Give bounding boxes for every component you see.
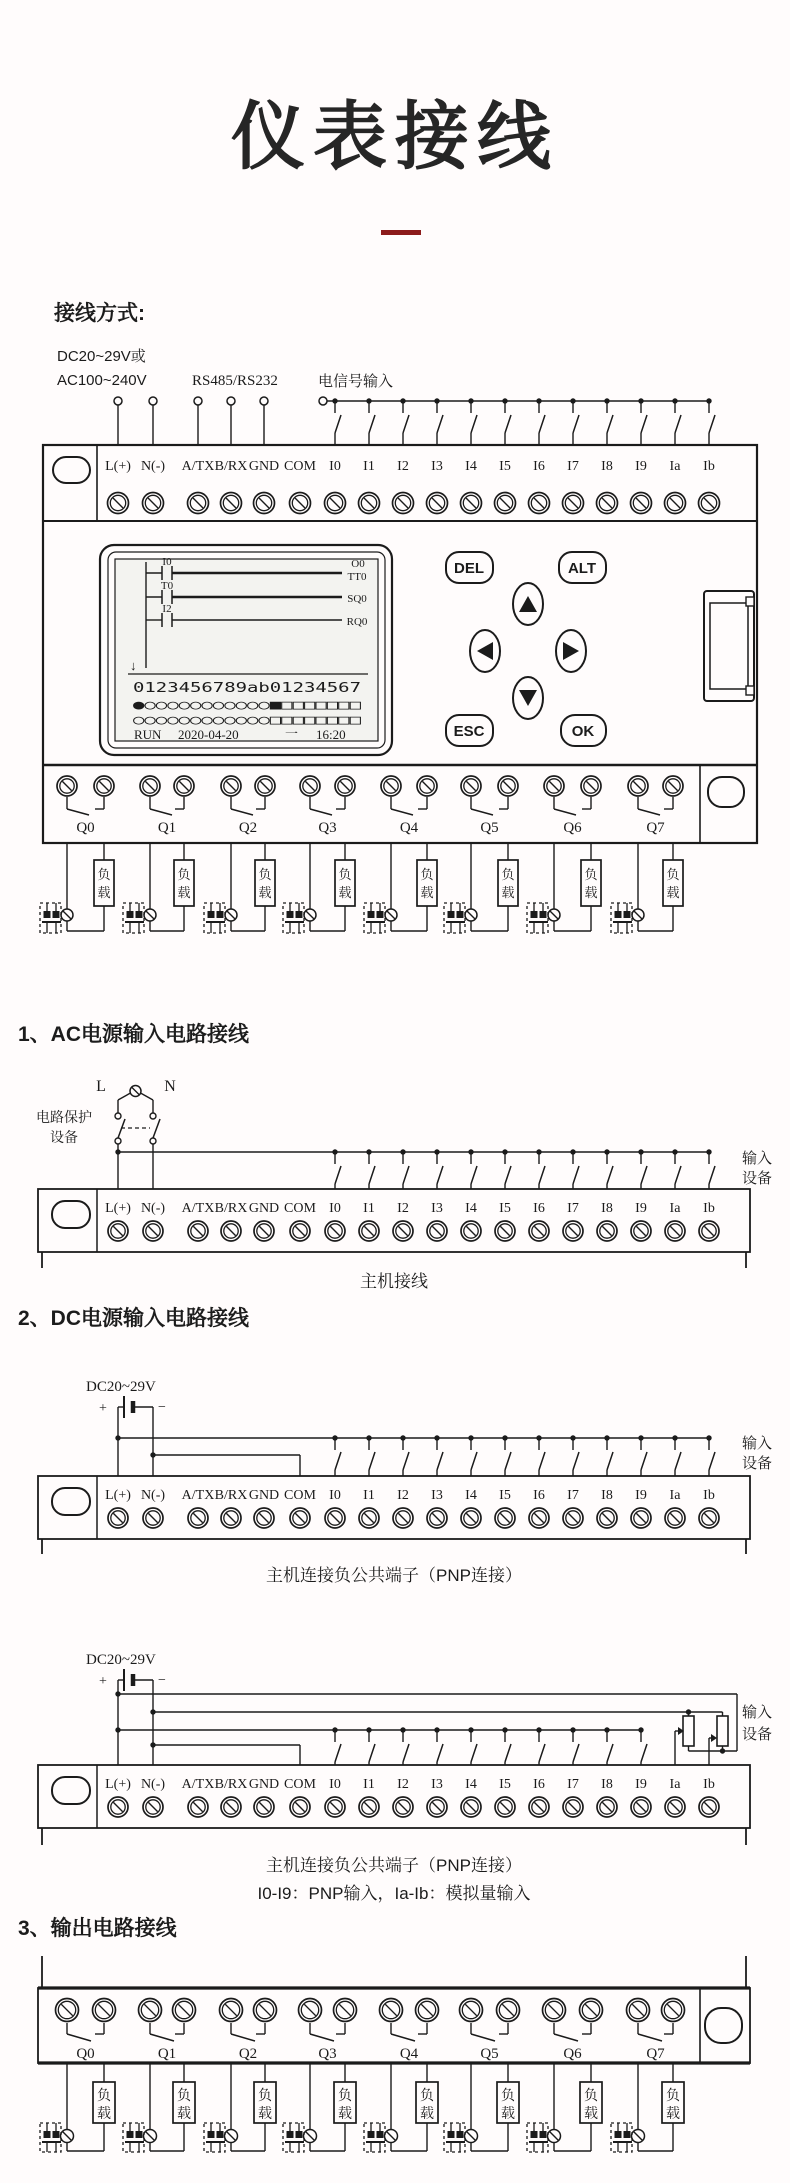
screw-terminal [563,493,584,514]
load-label: 负 [584,2087,598,2103]
terminal-label: I8 [601,459,613,474]
screw-terminal [427,1221,447,1241]
screw-terminal [359,1508,379,1528]
output-label: Q6 [563,820,582,836]
lcd-date: 2020-04-20 [178,727,239,742]
load-label: 载 [420,2105,434,2121]
terminal-label: A/TX [181,459,215,474]
mounting-hole-icon [52,1488,90,1515]
screw-terminal [461,1508,481,1528]
lcd-rung3-out: RQ0 [346,616,368,628]
screw-terminal [381,776,401,796]
terminal-label: I0 [329,459,341,474]
screw-terminal [597,1221,617,1241]
screw-terminal [335,776,355,796]
plus-label: + [99,1401,107,1416]
load-label: 负 [420,2087,434,2103]
screw-terminal [93,1999,116,2022]
screw-terminal [140,776,160,796]
plus-label: + [99,1674,107,1689]
terminal-label: I5 [499,459,511,474]
screw-terminal [290,1508,310,1528]
load-label: 载 [338,2105,352,2121]
terminal-label: GND [248,1488,280,1503]
terminal-label: B/RX [214,1488,248,1503]
terminal-label: A/TX [181,1201,215,1216]
input-device-label-1: 输入 [741,1150,773,1167]
load-label: 载 [584,2105,598,2121]
mounting-hole-icon [705,2008,742,2043]
load-label: 负 [666,867,680,882]
mounting-hole-icon [708,777,744,807]
screw-terminal [580,1999,603,2022]
lcd-rung1-contact: I0 [162,556,172,568]
terminal-label: B/RX [214,1201,248,1216]
lcd-day: 一 [285,726,299,741]
terminal-label: I9 [635,1201,647,1216]
screw-terminal [393,493,414,514]
screw-terminal [325,1221,345,1241]
terminal-label: I4 [465,1777,477,1792]
screw-terminal [300,776,320,796]
terminal-label: L(+) [105,1777,131,1792]
output-label: Q0 [76,820,95,836]
screw-terminal [393,1508,413,1528]
wiper-arrow-icon [711,1734,717,1742]
page-title: 仪表接线 [231,95,559,178]
screw-terminal [461,493,482,514]
terminal-label: I0 [329,1201,341,1216]
input-device-label-2: 设备 [741,1170,773,1187]
terminal-label: GND [248,1201,280,1216]
screw-terminal [597,1508,617,1528]
keypad [446,552,606,746]
terminal-label: Ia [669,1201,681,1216]
mounting-hole-icon [52,1201,90,1228]
load-label: 负 [177,2087,191,2103]
screw-terminal [359,1797,379,1817]
screw-terminal [665,1508,685,1528]
circuit-protect-label-2: 设备 [50,1129,78,1145]
load-label: 载 [501,2105,515,2121]
screw-terminal [529,1508,549,1528]
potentiometer-icon [717,1716,728,1746]
terminal-label: I9 [635,1777,647,1792]
output-label: Q4 [399,820,419,836]
terminal-label: I3 [431,1488,443,1503]
wiring-method-label: 接线方式: [54,302,145,325]
terminal-label: COM [284,1201,316,1216]
screw-terminal [325,493,346,514]
terminal-label: I5 [499,1201,511,1216]
output-label: Q1 [157,2046,177,2062]
screw-terminal [108,493,129,514]
terminal-label: Ia [669,1488,681,1503]
input-device-label-2: 设备 [741,1726,773,1743]
screw-terminal [290,493,311,514]
screw-terminal [699,1797,719,1817]
screw-terminal [57,776,77,796]
terminal-label: I1 [363,1488,375,1503]
ok-button: OK [571,723,595,740]
screw-terminal [495,1797,515,1817]
load-label: 负 [177,867,191,882]
screw-terminal [334,1999,357,2022]
terminal-label: I5 [499,1488,511,1503]
screw-terminal [699,493,720,514]
terminal-label: I7 [567,1488,579,1503]
screw-terminal [188,493,209,514]
load-label: 载 [666,2105,680,2121]
screw-terminal [174,776,194,796]
load-label: 载 [258,885,272,900]
screw-terminal [254,1221,274,1241]
screw-terminal [143,1221,163,1241]
screw-terminal [221,1797,241,1817]
output-label: Q2 [238,820,258,836]
screw-terminal [597,493,618,514]
terminal-label: GND [248,1777,280,1792]
terminal-label: I8 [601,1201,613,1216]
terminal-label: I4 [465,459,477,474]
caption-host-wiring: 主机接线 [360,1272,428,1291]
terminal-label: I9 [635,1488,647,1503]
screw-terminal [495,1508,515,1528]
load-label: 负 [501,2087,515,2103]
terminal-label: I1 [363,459,375,474]
screw-terminal [188,1797,208,1817]
load-label: 负 [97,867,111,882]
terminal-label: I2 [397,1201,409,1216]
screw-terminal [544,776,564,796]
screw-terminal [108,1508,128,1528]
load-label: 负 [258,867,272,882]
arrow-left-button [470,630,500,672]
screw-terminal [143,1797,163,1817]
screw-terminal [143,493,164,514]
screw-terminal [427,1508,447,1528]
load-label: 载 [258,2105,272,2121]
lcd-run-status: RUN [134,727,162,742]
screw-terminal [143,1508,163,1528]
screw-terminal [221,493,242,514]
screw-terminal [139,1999,162,2022]
output-label: Q4 [399,2046,419,2062]
terminal-label: I6 [533,459,545,474]
load-label: 载 [584,885,598,900]
screw-terminal [461,1221,481,1241]
screw-terminal [393,1221,413,1241]
screw-terminal [461,776,481,796]
output-label: Q7 [646,2046,665,2062]
diagram-overview [43,348,757,843]
terminal-label: COM [284,1777,316,1792]
screw-terminal [254,1999,277,2022]
screw-terminal [220,1999,243,2022]
dc-supply-label: DC20~29V [86,1379,156,1395]
screw-terminal [665,1797,685,1817]
screw-terminal [255,776,275,796]
screw-terminal [699,1508,719,1528]
load-label: 载 [338,885,352,900]
input-device-label-2: 设备 [741,1455,773,1472]
terminal-label: I6 [533,1777,545,1792]
terminal-label: I3 [431,459,443,474]
screw-terminal [699,1221,719,1241]
output-label: Q7 [646,820,665,836]
load-label: 负 [97,2087,111,2103]
terminal-label: I3 [431,1201,443,1216]
screw-terminal [359,1221,379,1241]
minus-label: − [158,1673,166,1688]
terminal-label: I7 [567,459,579,474]
terminal-label: I4 [465,1488,477,1503]
load-label: 负 [420,867,434,882]
screw-terminal [393,1797,413,1817]
screw-terminal [627,1999,650,2022]
terminal-label: Ib [703,1777,715,1792]
arrow-up-button [513,583,543,625]
output-label: Q1 [157,820,177,836]
screw-terminal [529,493,550,514]
lcd-rung1-out: TT0 [347,571,367,583]
load-label: 载 [420,885,434,900]
breaker-symbol [115,1086,160,1190]
potentiometer-icon [683,1716,694,1746]
output-label: Q3 [318,2046,337,2062]
terminal-label: I6 [533,1201,545,1216]
load-label: 载 [177,2105,191,2121]
screw-terminal [359,493,380,514]
screw-terminal [380,1999,403,2022]
lcd-rung2-contact: T0 [160,580,174,592]
screw-terminal [417,776,437,796]
side-connector-icon [704,591,754,701]
screw-terminal [628,776,648,796]
terminal-label: N(-) [140,459,166,474]
screw-terminal [221,776,241,796]
screw-terminal [290,1221,310,1241]
diagram-ac-input [36,1078,772,1291]
screw-terminal [254,1508,274,1528]
load-label: 载 [97,885,111,900]
terminal-label: COM [284,1488,316,1503]
screw-terminal [221,1221,241,1241]
terminal-label: I7 [567,1777,579,1792]
terminal-label: A/TX [181,1488,215,1503]
screw-terminal [543,1999,566,2022]
terminal-label: N(-) [140,1488,166,1503]
input-device-label-1: 输入 [741,1704,773,1721]
caption-pnp-common: 主机连接负公共端子（PNP连接） [266,1856,522,1875]
load-label: 负 [666,2087,680,2103]
dc-supply-label: DC20~29V [86,1652,156,1668]
screw-terminal [597,1797,617,1817]
section-heading-output: 3、输出电路接线 [18,1917,177,1940]
terminal-label: I0 [329,1777,341,1792]
lcd-time: 16:20 [316,727,346,742]
alt-button: ALT [567,560,597,577]
phase-n-label: N [164,1078,176,1095]
diagram-dc-input [86,1379,772,1585]
load-label: 负 [501,867,515,882]
screw-terminal [325,1508,345,1528]
phase-l-label: L [96,1078,106,1095]
screw-terminal [631,1221,651,1241]
screw-terminal [529,1221,549,1241]
screw-terminal [108,1221,128,1241]
screw-terminal [427,1797,447,1817]
load-label: 载 [97,2105,111,2121]
output-label: Q2 [238,2046,258,2062]
terminal-label: I1 [363,1777,375,1792]
lcd-rung1-out-top: O0 [351,558,365,570]
terminal-label: Ib [703,459,715,474]
caption-pnp-note: I0-I9：PNP输入，Ia-Ib：模拟量输入 [257,1884,531,1903]
load-label: 负 [338,867,352,882]
lcd-io-digits: 0123456789ab01234567 [133,681,361,696]
terminal-label: N(-) [140,1201,166,1216]
lcd-indicator-row1: ●○○○○○○○○○○○■□□□□□□□ [133,698,362,713]
lcd-rung2-out: SQ0 [347,593,367,605]
screw-terminal [631,1797,651,1817]
screw-terminal [631,493,652,514]
screw-terminal [56,1999,79,2022]
power-dc-label: DC20~29V或 [57,348,146,365]
terminal-label: I8 [601,1488,613,1503]
screw-terminal [662,1999,685,2022]
del-button: DEL [454,560,484,577]
load-label: 负 [584,867,598,882]
minus-label: − [158,1400,166,1415]
terminal-label: I6 [533,1488,545,1503]
screw-terminal [563,1797,583,1817]
screw-terminal [108,1797,128,1817]
screw-terminal [563,1508,583,1528]
esc-button: ESC [453,723,485,740]
terminal-label: Ia [669,459,681,474]
output-label: Q5 [480,2046,499,2062]
terminal-label: L(+) [105,459,131,474]
terminal-label: I2 [397,1488,409,1503]
terminal-label: Ia [669,1777,681,1792]
terminal-label: B/RX [214,1777,248,1792]
terminal-label: I4 [465,1201,477,1216]
terminal-label: I5 [499,1777,511,1792]
screw-terminal [563,1221,583,1241]
terminal-label: I7 [567,1201,579,1216]
terminal-label: Ib [703,1201,715,1216]
terminal-label: I2 [397,459,409,474]
arrow-right-button [556,630,586,672]
mounting-hole-icon [52,1777,90,1804]
load-label: 载 [666,885,680,900]
power-ac-label: AC100~240V [57,372,147,389]
terminal-label: Ib [703,1488,715,1503]
screw-terminal [460,1999,483,2022]
screw-terminal [254,493,275,514]
terminal-label: COM [284,459,316,474]
lcd-screen [100,545,392,755]
terminal-label: L(+) [105,1201,131,1216]
arrow-down-button [513,677,543,719]
screw-terminal [665,493,686,514]
circuit-protect-label-1: 电路保护 [36,1109,92,1125]
lcd-indicator-row2: ○○○○○○○○○○○○□□□□□□□□ [133,713,362,728]
screw-terminal [461,1797,481,1817]
screw-terminal [299,1999,322,2022]
screw-terminal [188,1508,208,1528]
output-label: Q3 [318,820,337,836]
terminal-label: A/TX [181,1777,215,1792]
load-label: 负 [258,2087,272,2103]
signal-input-label: 电信号输入 [318,373,394,390]
screw-terminal [188,1221,208,1241]
terminal-label: I8 [601,1777,613,1792]
screw-terminal [495,493,516,514]
caption-pnp-common: 主机连接负公共端子（PNP连接） [266,1566,522,1585]
terminal-label: I1 [363,1201,375,1216]
screw-terminal [529,1797,549,1817]
terminal-label: B/RX [214,459,248,474]
screw-terminal [581,776,601,796]
section-heading-dc-input: 2、DC电源输入电路接线 [18,1307,250,1330]
load-label: 载 [177,885,191,900]
section-heading-ac-input: 1、AC电源输入电路接线 [18,1023,250,1046]
output-label: Q0 [76,2046,95,2062]
screw-terminal [427,493,448,514]
screw-terminal [416,1999,439,2022]
terminal-label: GND [248,459,280,474]
terminal-label: N(-) [140,1777,166,1792]
comm-label: RS485/RS232 [192,373,278,389]
screw-terminal [290,1797,310,1817]
output-label: Q6 [563,2046,582,2062]
input-device-label-1: 输入 [741,1435,773,1452]
screw-terminal [173,1999,196,2022]
screw-terminal [254,1797,274,1817]
lcd-rung3-contact: I2 [162,603,172,615]
screw-terminal [221,1508,241,1528]
mounting-hole-icon [53,457,90,483]
screw-terminal [498,776,518,796]
screw-terminal [94,776,114,796]
terminal-label: I9 [635,459,647,474]
load-label: 负 [338,2087,352,2103]
screw-terminal [663,776,683,796]
screw-terminal [631,1508,651,1528]
output-label: Q5 [480,820,499,836]
terminal-label: I0 [329,1488,341,1503]
lcd-cursor-icon: ↓ [130,658,137,673]
screw-terminal [325,1797,345,1817]
terminal-label: I2 [397,1777,409,1792]
terminal-label: I3 [431,1777,443,1792]
screw-terminal [495,1221,515,1241]
screw-terminal [665,1221,685,1241]
screw-terminal [497,1999,520,2022]
load-label: 载 [501,885,515,900]
terminal-label: L(+) [105,1488,131,1503]
